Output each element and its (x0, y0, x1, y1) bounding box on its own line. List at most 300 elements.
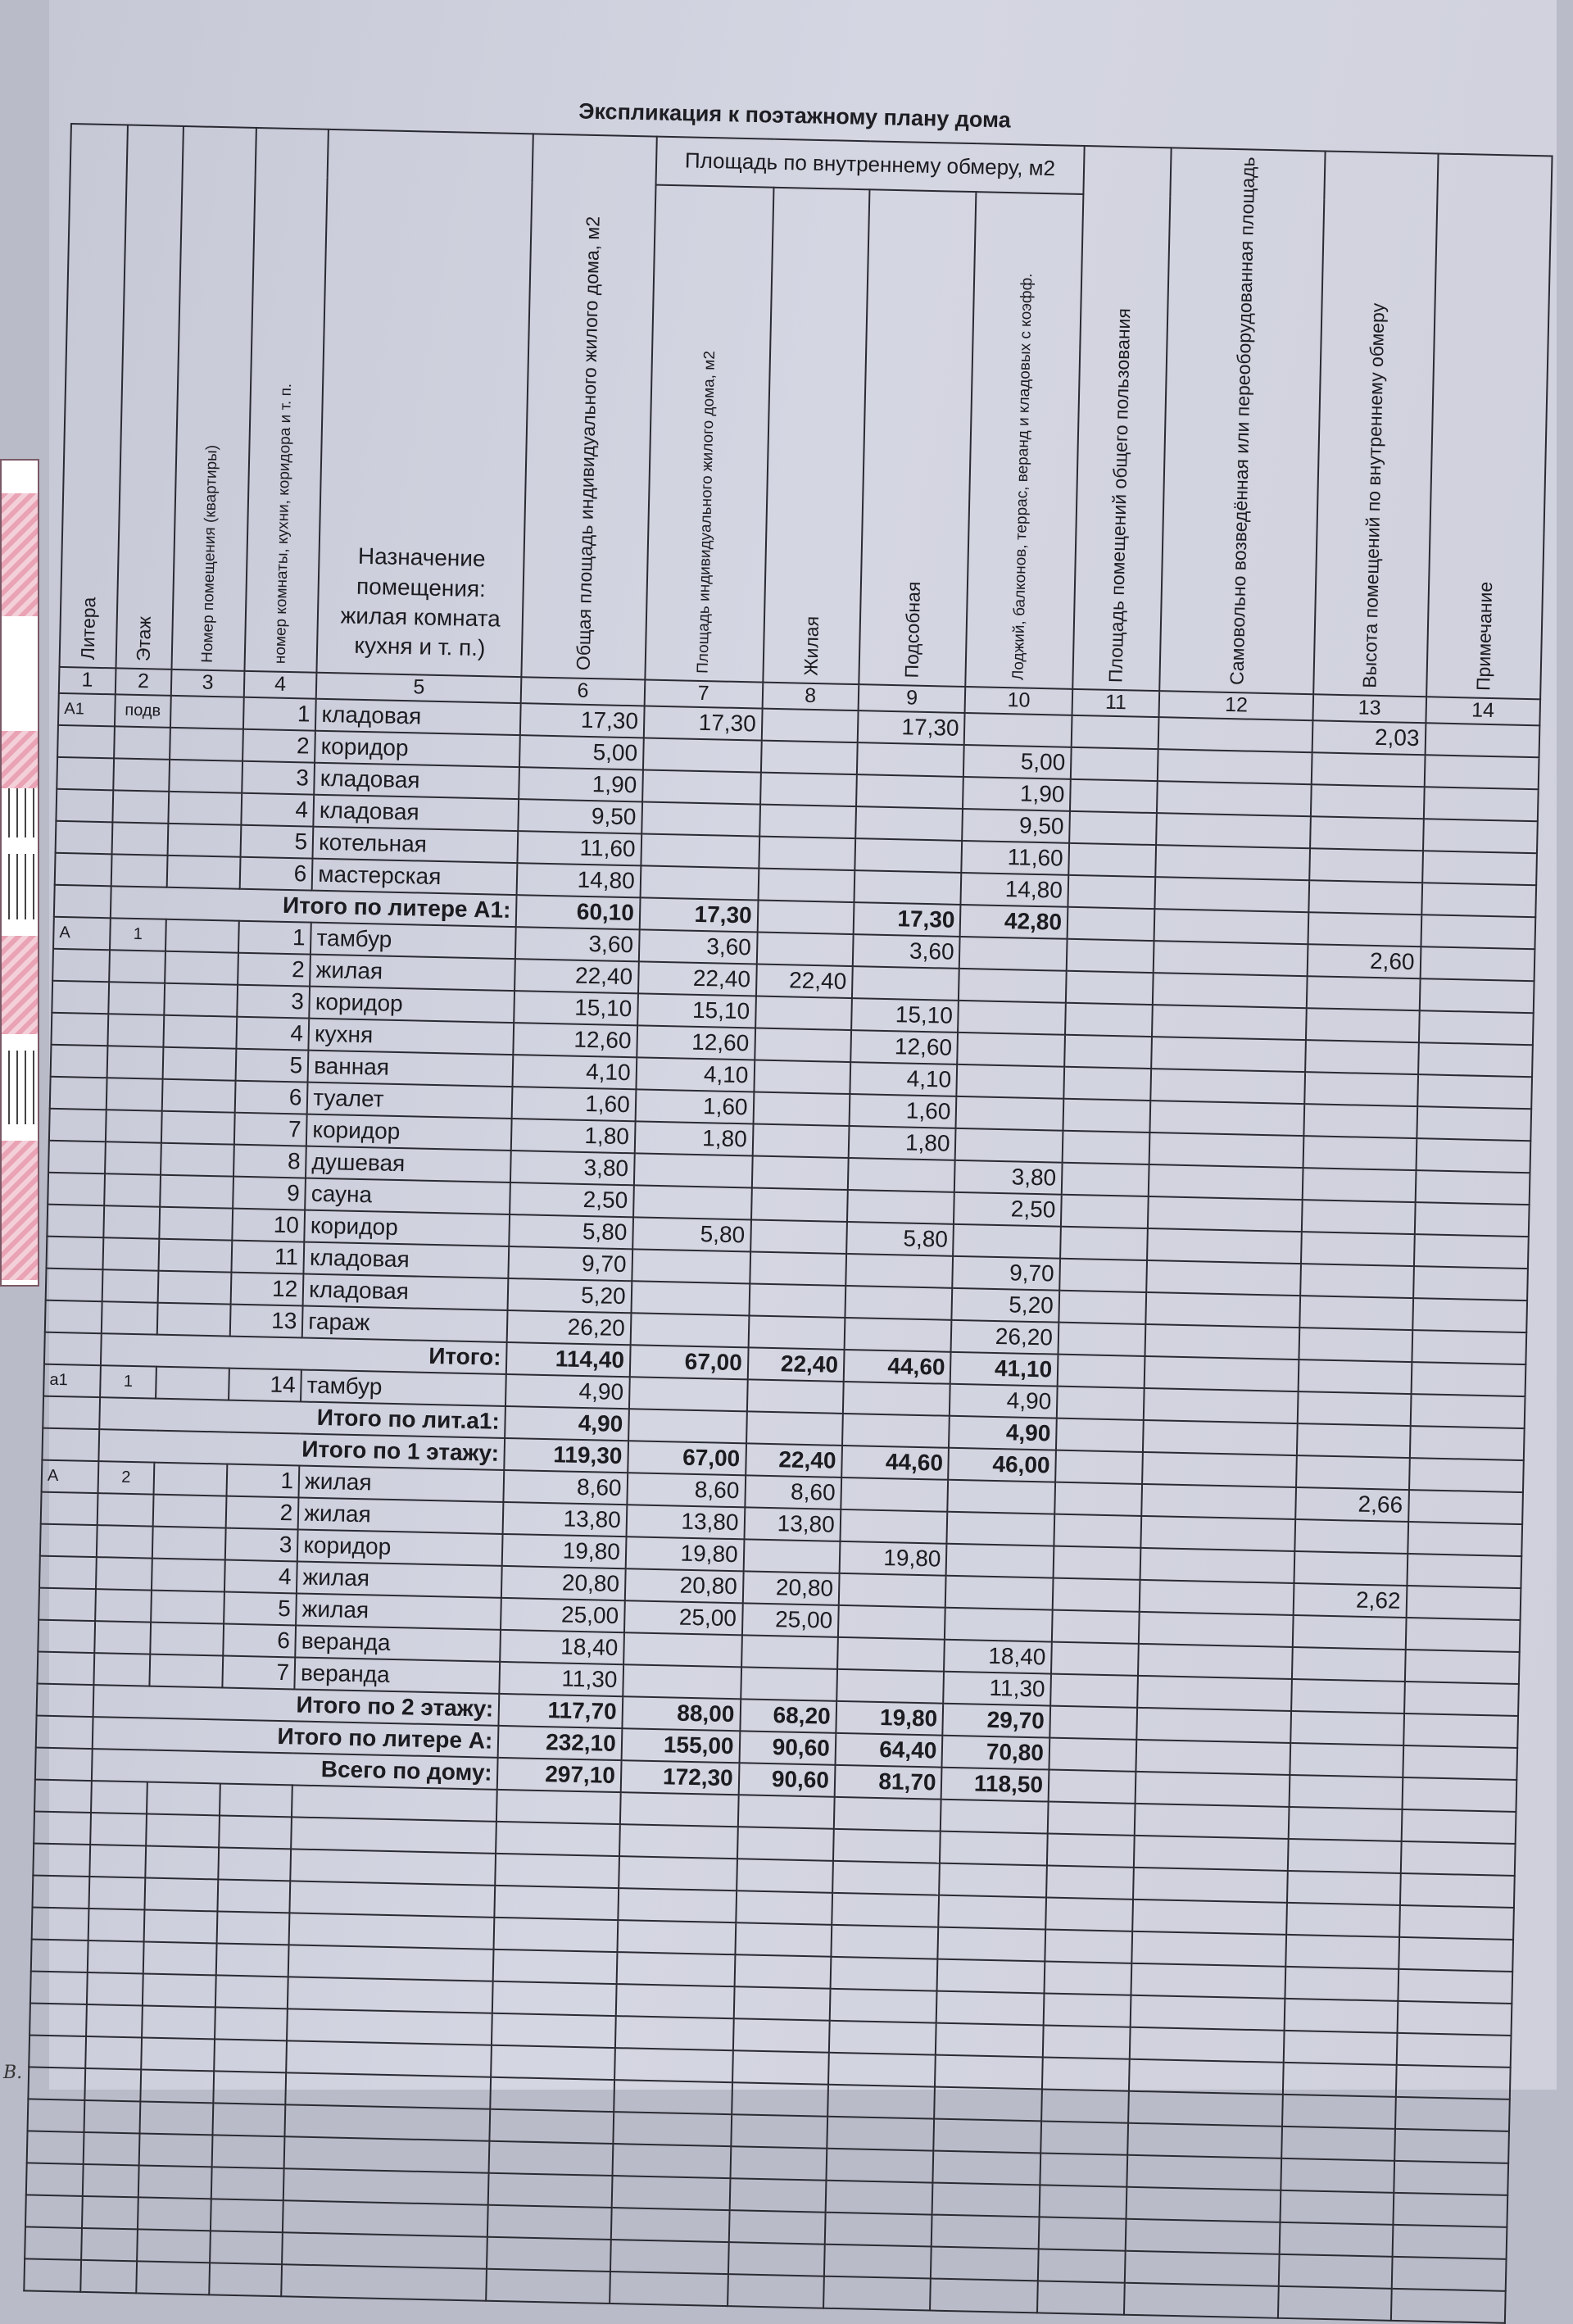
cell-empty (825, 2180, 932, 2214)
cell-c8 (741, 1635, 838, 1669)
cell-c14 (1424, 755, 1539, 789)
cell-empty (1396, 2033, 1511, 2068)
cell-empty (496, 1790, 620, 1824)
cell-empty (487, 2236, 610, 2271)
cell-c9: 15,10 (851, 998, 959, 1033)
cell-c7: 17,30 (644, 706, 763, 740)
cell-nomer-pomeshcheniya (164, 983, 237, 1017)
cell-empty (830, 1957, 937, 1991)
cell-empty (139, 2133, 212, 2167)
cell-naznachenie: туалет (307, 1082, 513, 1118)
cell-naznachenie: кладовая (304, 1241, 510, 1278)
cell-empty (82, 2196, 138, 2229)
cell-etazh (93, 1653, 150, 1686)
col-header-primechanie: Примечание (1426, 153, 1553, 699)
cell-empty (1286, 1935, 1399, 1969)
cell-litera (48, 1172, 104, 1205)
cell-c14 (1408, 1522, 1522, 1556)
cell-empty (618, 1888, 737, 1922)
cell-empty (88, 1877, 145, 1909)
cell-c14 (1404, 1682, 1519, 1716)
cell-c10 (948, 1480, 1055, 1514)
cell-etazh (105, 1142, 161, 1174)
cell-c8: 25,00 (742, 1603, 839, 1637)
cell-c7: 20,80 (625, 1568, 744, 1603)
cell-empty (826, 2148, 933, 2182)
cell-litera (51, 1013, 107, 1046)
cell-empty (729, 2178, 826, 2213)
cell-litera (50, 1076, 107, 1109)
cell-empty (931, 2246, 1038, 2281)
cell-empty (83, 2132, 139, 2165)
cell-nomer-pomeshcheniya (153, 1494, 226, 1527)
cell-etazh (111, 822, 168, 855)
cell-c8 (741, 1667, 837, 1701)
total-c8: 68,20 (740, 1699, 836, 1733)
cell-empty (1047, 1833, 1135, 1867)
cell-nomer-pomeshcheniya (170, 728, 243, 761)
total-c9: 81,70 (835, 1765, 942, 1800)
cell-empty (830, 1989, 937, 2023)
cell-c12 (1158, 749, 1312, 784)
cell-nomer-pomeshcheniya (154, 1462, 227, 1496)
cell-c8 (760, 740, 857, 774)
cell-nomer-pomeshcheniya (152, 1526, 225, 1559)
cell-c8 (752, 1123, 849, 1158)
cell-c12 (1139, 1612, 1294, 1647)
cell-c7: 1,60 (635, 1089, 754, 1123)
cell-empty (832, 1861, 940, 1895)
cell-litera (52, 981, 108, 1014)
cell-c10: 11,60 (962, 841, 1069, 875)
cell-empty (30, 1971, 87, 2004)
cell-empty (1297, 1423, 1410, 1458)
cell-litera (37, 1683, 93, 1716)
total-label: Итого по литере А: (92, 1717, 498, 1758)
cell-empty (1403, 1713, 1518, 1748)
cell-c9 (844, 1318, 951, 1352)
cell-c8: 8,60 (745, 1475, 841, 1509)
col-header-obshchego: Площадь помещений общего пользования (1072, 146, 1172, 691)
cell-litera (51, 1045, 107, 1078)
cell-c10: 9,50 (963, 809, 1070, 843)
cell-empty (1398, 1969, 1512, 2004)
cell-nomer-pomeshcheniya (165, 951, 238, 985)
cell-empty (1291, 1711, 1404, 1745)
cell-c6: 17,30 (520, 703, 644, 738)
cell-nomer-pomeshcheniya (151, 1590, 224, 1623)
cell-empty (138, 2165, 211, 2199)
cell-naznachenie: котельная (313, 826, 519, 862)
cell-c12 (1146, 1260, 1301, 1296)
cell-empty (31, 1939, 88, 1972)
column-number: 4 (243, 671, 316, 699)
cell-empty (611, 2208, 730, 2242)
page-title: Экспликация к поэтажному плану дома (578, 98, 1012, 133)
cell-empty (1391, 2257, 1506, 2291)
cell-etazh: подв (115, 694, 171, 727)
cell-naznachenie: коридор (305, 1210, 510, 1246)
cell-c10 (964, 713, 1072, 747)
cell-empty (89, 1845, 146, 1877)
cell-empty (1142, 1452, 1297, 1487)
cell-c7: 15,10 (637, 993, 756, 1028)
cell-nomer-komnaty: 5 (224, 1591, 297, 1625)
total-c8: 90,60 (739, 1731, 836, 1765)
cell-empty (209, 2263, 282, 2296)
cell-c12 (1145, 1324, 1300, 1359)
cell-nomer-pomeshcheniya (158, 1270, 231, 1304)
cell-empty (1288, 1839, 1401, 1873)
cell-etazh (108, 982, 165, 1014)
total-c9: 19,80 (836, 1701, 943, 1736)
cell-empty (1133, 1868, 1288, 1903)
cell-empty (610, 2272, 728, 2306)
cell-nomer-komnaty: 10 (232, 1208, 305, 1241)
cell-empty (1290, 1775, 1403, 1809)
cell-nomer-pomeshcheniya (169, 760, 242, 793)
cell-empty (1040, 2185, 1127, 2218)
cell-empty (1281, 2127, 1394, 2161)
cell-c9 (854, 870, 961, 905)
cell-c7 (640, 865, 759, 900)
cell-etazh (102, 1237, 159, 1270)
cell-nomer-komnaty: 5 (235, 1048, 308, 1082)
cell-c11 (1062, 1162, 1149, 1196)
cell-empty (141, 2069, 214, 2103)
cell-empty (1392, 2225, 1507, 2259)
cell-empty (1126, 2186, 1281, 2222)
cell-empty (932, 2214, 1039, 2249)
cell-nomer-pomeshcheniya (164, 1015, 237, 1049)
cell-c6: 11,60 (518, 831, 641, 865)
cell-nomer-komnaty: 4 (236, 1016, 309, 1050)
cell-c9 (843, 1382, 950, 1416)
cell-empty (29, 2003, 86, 2036)
cell-nomer-komnaty: 1 (238, 920, 311, 954)
col-header-lodzhii: Лоджий, балконов, террас, веранд и кладовых с коэфф. (966, 192, 1084, 689)
cell-c7: 12,60 (637, 1025, 755, 1060)
cell-c12 (1144, 1388, 1299, 1423)
cell-c7 (633, 1185, 752, 1219)
column-number: 13 (1313, 694, 1426, 723)
cell-empty (1285, 1967, 1398, 2001)
cell-empty (825, 2212, 932, 2246)
cell-c10: 1,90 (963, 777, 1070, 811)
cell-empty (486, 2268, 610, 2303)
cell-empty (32, 1907, 88, 1940)
cell-empty (1393, 2193, 1507, 2227)
cell-empty (213, 2071, 286, 2104)
cell-empty (939, 1895, 1046, 1929)
cell-c6: 5,00 (519, 735, 643, 769)
cell-c11 (1071, 747, 1158, 781)
cell-nomer-komnaty: 7 (222, 1655, 295, 1689)
cell-empty (210, 2231, 283, 2264)
column-number: 10 (965, 687, 1072, 715)
cell-empty (1131, 1963, 1286, 1999)
cell-empty (1125, 2250, 1280, 2285)
cell-litera (45, 1300, 102, 1332)
cell-empty (1135, 1804, 1290, 1839)
cell-c11 (1070, 779, 1158, 813)
cell-c9: 3,60 (853, 934, 960, 969)
cell-litera (46, 1268, 102, 1300)
column-number: 8 (762, 682, 859, 710)
cell-c14 (1418, 1010, 1533, 1045)
cell-c8 (761, 708, 858, 742)
cell-c14 (1420, 946, 1534, 981)
cell-c10: 5,00 (963, 745, 1071, 779)
cell-c12 (1149, 1164, 1303, 1200)
cell-empty (1421, 915, 1535, 949)
cell-empty (489, 2140, 613, 2175)
cell-litera: А (42, 1459, 98, 1492)
cell-empty (1290, 1743, 1403, 1777)
cell-empty (1398, 1937, 1513, 1972)
cell-nomer-komnaty: 8 (233, 1144, 306, 1178)
explication-table-wrap (29, 123, 1553, 2015)
cell-empty (85, 2036, 142, 2069)
cell-nomer-komnaty: 6 (239, 856, 312, 890)
cell-c11 (1058, 1322, 1146, 1355)
cell-empty (938, 1927, 1045, 1961)
cell-c7: 1,80 (634, 1121, 753, 1155)
cell-empty (1046, 1865, 1134, 1899)
cell-c7 (629, 1377, 748, 1411)
cell-c8 (758, 868, 854, 902)
cell-naznachenie: жилая (296, 1593, 501, 1629)
cell-c11 (1059, 1258, 1147, 1291)
col-header-vysota: Высота помещений по внутреннему обмеру (1313, 151, 1438, 697)
total-c10: 118,50 (941, 1767, 1049, 1801)
cell-c6: 19,80 (502, 1534, 626, 1568)
cell-c14 (1423, 819, 1538, 853)
cell-empty (1131, 1995, 1285, 2031)
cell-nomer-komnaty: 6 (223, 1623, 296, 1657)
cell-empty (1041, 2089, 1129, 2122)
cell-c10 (956, 1096, 1063, 1131)
cell-c14 (1408, 1490, 1523, 1524)
total-c8 (757, 900, 854, 934)
cell-empty (220, 1783, 292, 1817)
cell-c12 (1147, 1228, 1302, 1264)
col-header-naznachenie: Назначение помещения: жилая комната кухня и т. п.) (317, 129, 533, 677)
cell-etazh (102, 1269, 158, 1302)
cell-empty (216, 1911, 289, 1945)
cell-empty (136, 2261, 209, 2294)
cell-litera (42, 1428, 98, 1460)
cell-nomer-komnaty: 4 (224, 1559, 297, 1593)
total-c9 (842, 1414, 950, 1448)
cell-c13: 2,60 (1308, 944, 1421, 978)
cell-c8 (749, 1283, 845, 1318)
cell-empty (1049, 1737, 1136, 1771)
cell-empty (1281, 2158, 1394, 2193)
cell-empty (728, 2210, 825, 2245)
cell-etazh (107, 1046, 163, 1078)
cell-c10 (945, 1607, 1052, 1641)
cell-c9: 19,80 (839, 1541, 946, 1576)
cell-empty (490, 2109, 614, 2144)
column-number: 11 (1072, 689, 1160, 717)
cell-empty (215, 1975, 288, 2009)
cell-empty (737, 1859, 833, 1893)
cell-c7 (643, 738, 762, 772)
cell-c8 (751, 1187, 848, 1222)
cell-litera (47, 1204, 103, 1237)
cell-c12 (1140, 1548, 1295, 1583)
cell-empty (1055, 1450, 1143, 1483)
cell-c6: 11,30 (500, 1662, 623, 1696)
cell-nomer-komnaty: 9 (233, 1176, 306, 1210)
cell-empty (87, 1972, 143, 2005)
cell-naznachenie: коридор (309, 986, 515, 1022)
cell-c11 (1063, 1098, 1150, 1132)
cell-c8 (759, 836, 855, 870)
cell-c11 (1058, 1290, 1146, 1323)
cell-c13 (1300, 1264, 1413, 1298)
cell-c13 (1300, 1296, 1413, 1330)
cell-c9 (852, 966, 959, 1001)
cell-empty (138, 2197, 211, 2231)
cell-litera (37, 1651, 93, 1684)
cell-c11 (1065, 1003, 1153, 1037)
cell-empty (1280, 2222, 1393, 2257)
cell-naznachenie: жилая (310, 954, 515, 990)
cell-c9 (839, 1573, 946, 1608)
cell-c9: 17,30 (858, 710, 965, 745)
cell-empty (827, 2116, 934, 2150)
cell-empty (934, 2118, 1041, 2153)
cell-empty (612, 2144, 731, 2178)
cell-c14 (1404, 1650, 1519, 1684)
total-c7: 155,00 (621, 1728, 740, 1763)
cell-c6: 4,10 (513, 1055, 637, 1089)
cell-c12 (1151, 1037, 1306, 1072)
cell-empty (732, 2082, 828, 2117)
cell-c10 (959, 969, 1066, 1003)
cell-c8 (760, 772, 857, 806)
cell-litera: а1 (43, 1364, 100, 1396)
cell-c9 (837, 1637, 945, 1672)
cell-naznachenie: ванная (308, 1050, 514, 1086)
cell-c6: 13,80 (503, 1502, 627, 1536)
cell-c13 (1303, 1136, 1417, 1170)
cell-empty (1128, 2091, 1283, 2127)
cell-nomer-pomeshcheniya (163, 1046, 236, 1080)
cell-c14 (1417, 1106, 1531, 1141)
cell-litera (39, 1555, 96, 1588)
cell-c8: 13,80 (744, 1507, 841, 1541)
cell-empty (1409, 1426, 1524, 1460)
cell-c9 (848, 1158, 955, 1192)
cell-c14 (1407, 1554, 1521, 1588)
cell-empty (137, 2229, 210, 2263)
cell-naznachenie: жилая (299, 1465, 505, 1501)
cell-empty (614, 2048, 733, 2082)
cell-c8 (755, 996, 852, 1030)
cell-c10 (958, 1001, 1065, 1035)
col-header-zhilaya: Жилая (763, 187, 869, 683)
total-c9: 44,60 (841, 1446, 949, 1480)
cell-c8 (748, 1315, 845, 1350)
cell-naznachenie: веранда (295, 1625, 501, 1661)
cell-nomer-komnaty: 5 (240, 824, 313, 858)
cell-empty (829, 2021, 936, 2055)
cell-empty (737, 1795, 834, 1829)
cell-empty (737, 1827, 834, 1861)
cell-etazh: 1 (110, 918, 166, 951)
column-number: 14 (1426, 697, 1540, 725)
cell-c9: 12,60 (850, 1030, 958, 1064)
cell-c13 (1312, 752, 1425, 787)
cell-empty (491, 2077, 614, 2112)
cell-c11 (1069, 811, 1157, 845)
cell-empty (734, 1954, 831, 1989)
cell-empty (143, 1973, 215, 2007)
cell-etazh (107, 1014, 164, 1046)
cell-c13 (1306, 1008, 1419, 1042)
cell-c10: 26,20 (951, 1320, 1058, 1355)
cell-c9 (856, 774, 963, 809)
cell-empty (1289, 1807, 1402, 1841)
cell-c8 (751, 1155, 848, 1190)
cell-empty (620, 1792, 739, 1827)
cell-nomer-komnaty: 3 (237, 984, 310, 1018)
cell-empty (215, 2007, 288, 2040)
cell-naznachenie: коридор (297, 1529, 503, 1565)
cell-empty (1284, 2031, 1397, 2065)
cell-c11 (1068, 843, 1156, 877)
total-c8: 22,40 (746, 1443, 842, 1477)
cell-empty (292, 1785, 497, 1821)
cell-empty (824, 2244, 932, 2278)
cell-empty (285, 2104, 491, 2140)
cell-empty (1136, 1772, 1290, 1807)
cell-c13 (1298, 1391, 1411, 1426)
cell-c7 (642, 769, 761, 804)
cell-empty (1045, 1897, 1133, 1931)
cell-empty (84, 2068, 141, 2101)
cell-c10 (959, 937, 1067, 971)
cell-c14 (1415, 1170, 1530, 1205)
cell-c14 (1419, 978, 1534, 1013)
cell-litera (44, 1332, 101, 1364)
column-number: 5 (316, 672, 522, 702)
cell-empty (619, 1856, 737, 1891)
cell-empty (211, 2199, 283, 2232)
col-header-group: Площадь по внутреннему обмеру, м2 (655, 137, 1084, 194)
cell-empty (496, 1822, 619, 1856)
cell-c7 (632, 1249, 750, 1283)
cell-empty (732, 2018, 829, 2053)
cell-naznachenie: жилая (298, 1497, 504, 1533)
total-c9: 64,40 (835, 1733, 942, 1768)
cell-c8 (759, 804, 856, 838)
cell-c11 (1063, 1066, 1151, 1100)
cell-empty (933, 2150, 1040, 2185)
column-number: 7 (644, 679, 762, 708)
cell-empty (1397, 2001, 1512, 2036)
total-c6: 114,40 (506, 1342, 630, 1377)
cell-nomer-komnaty: 1 (226, 1464, 299, 1497)
cell-empty (211, 2135, 284, 2168)
cell-empty (1285, 1999, 1398, 2033)
cell-empty (1037, 2281, 1125, 2314)
cell-naznachenie: тамбур (301, 1369, 506, 1405)
cell-c14 (1423, 787, 1538, 821)
